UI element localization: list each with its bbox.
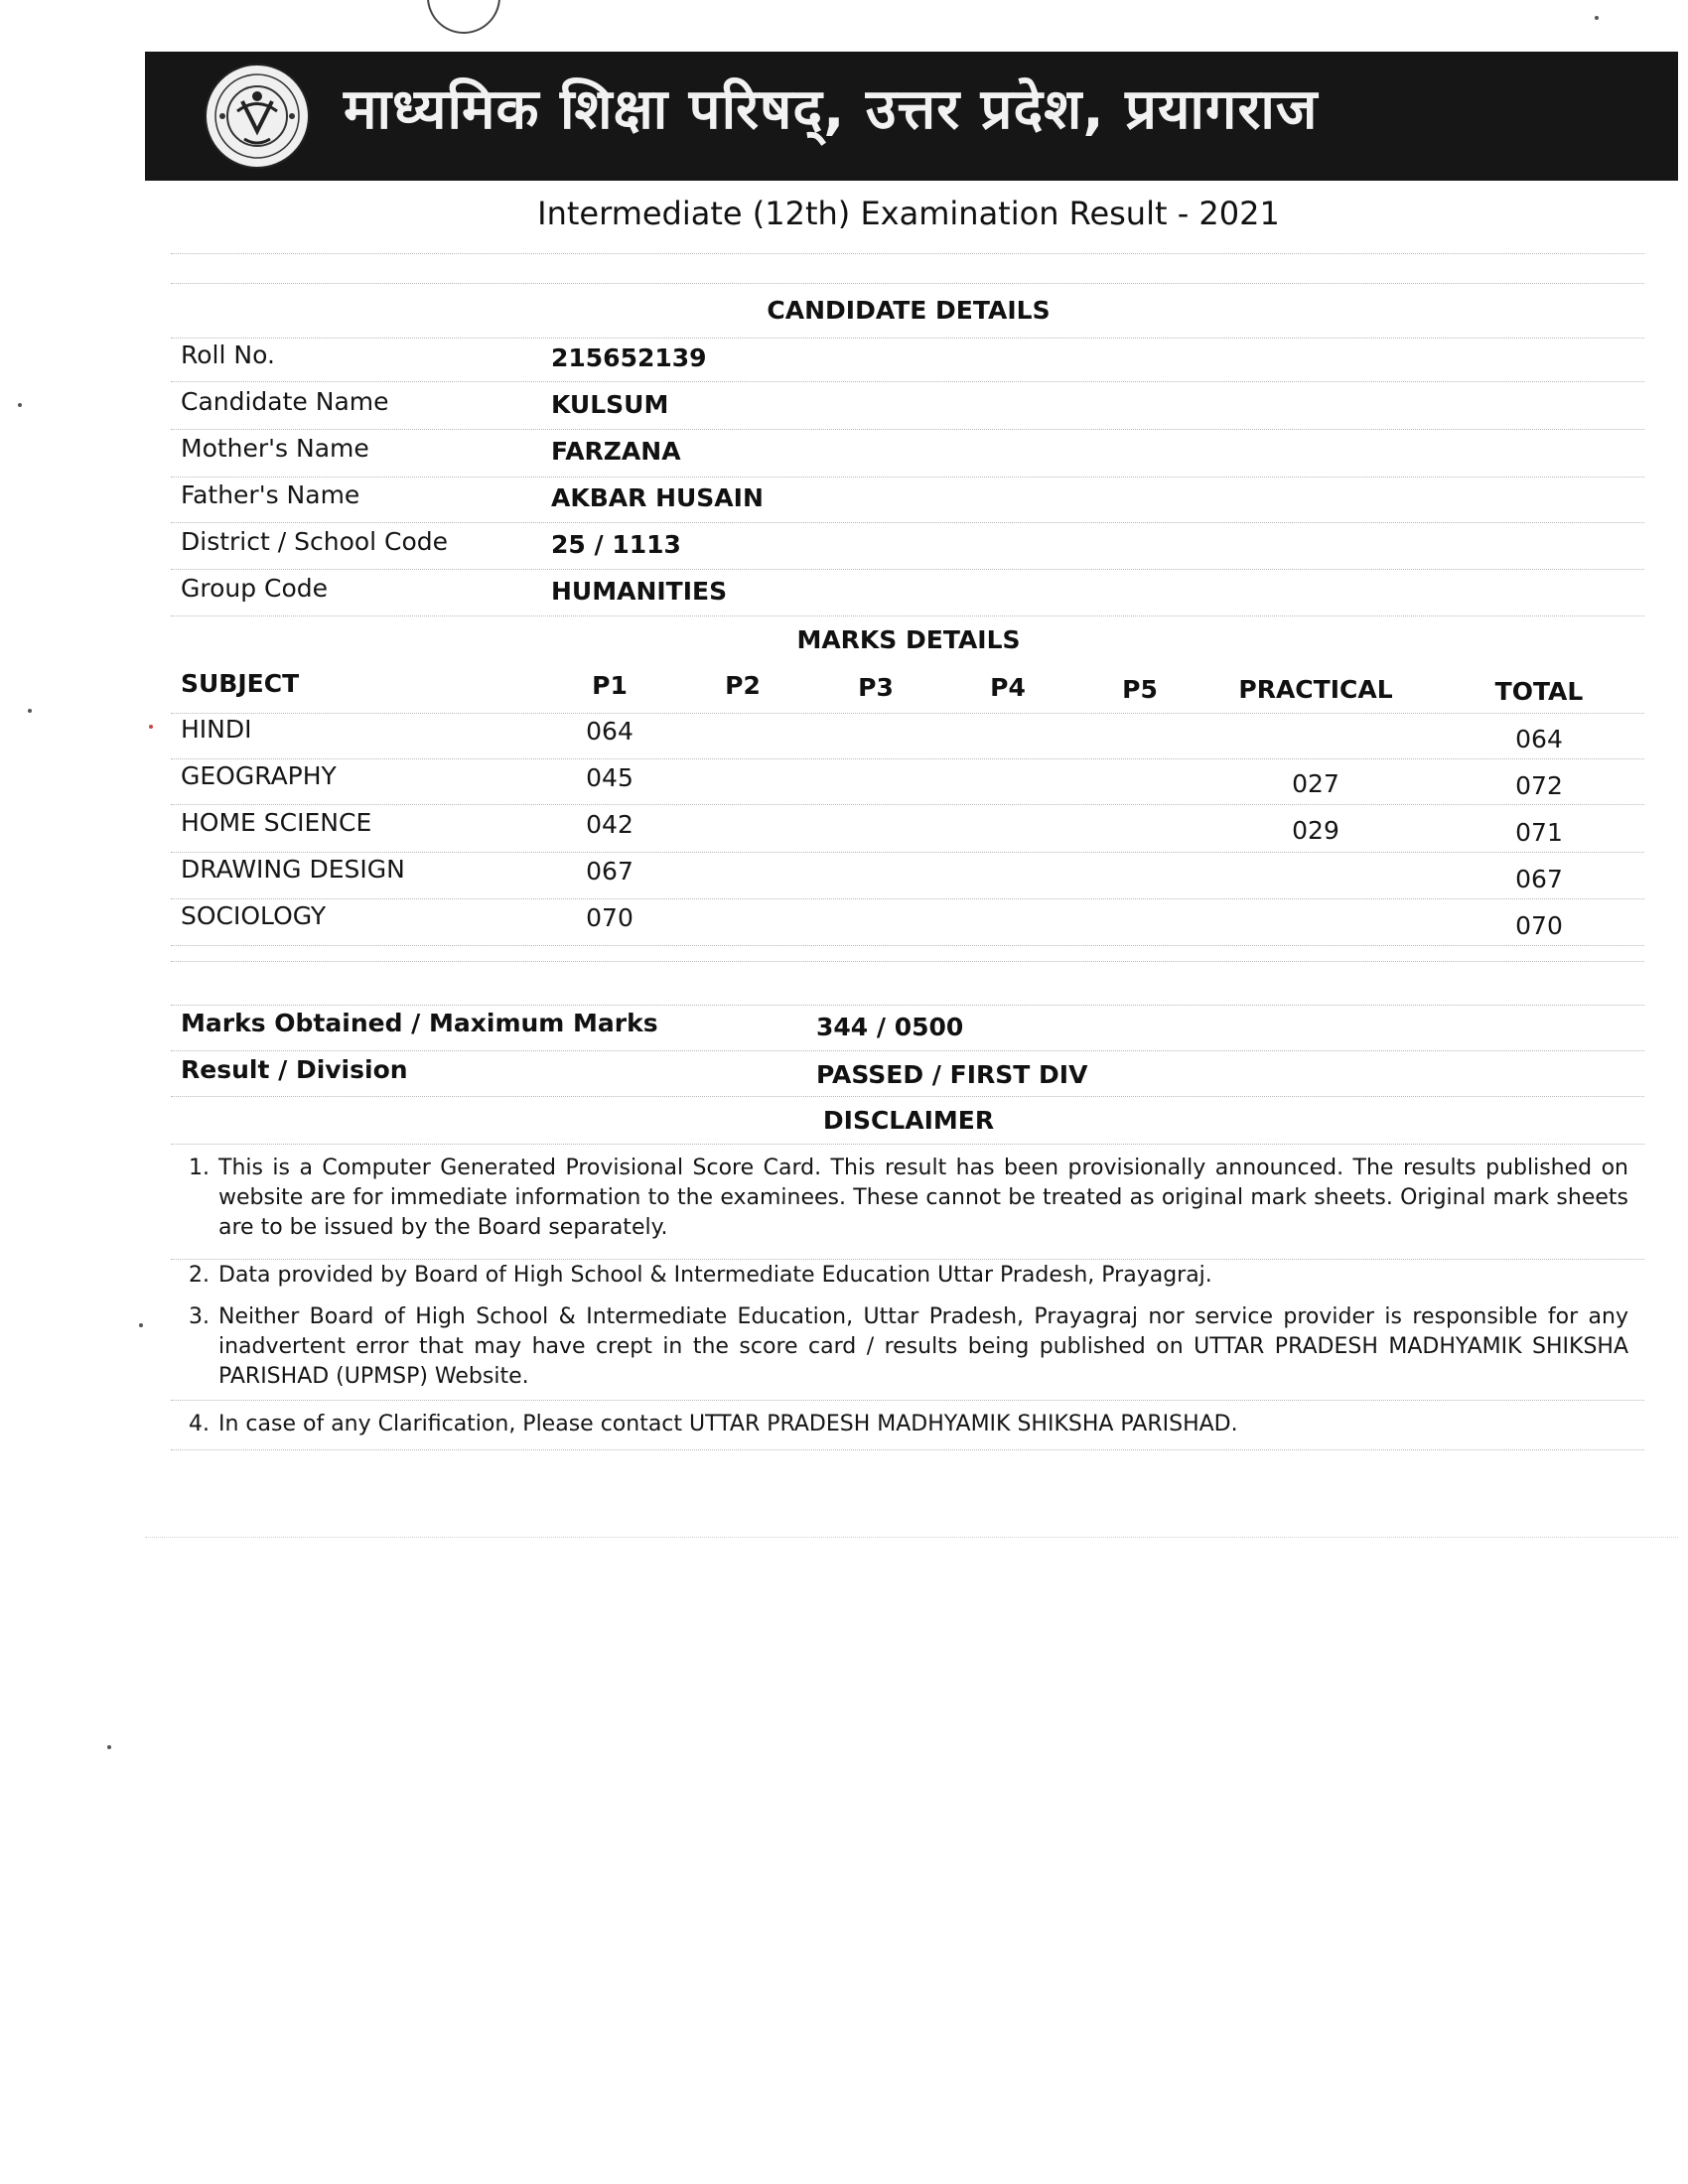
p1-mark: 070 bbox=[586, 903, 633, 932]
practical-mark: 027 bbox=[1292, 769, 1339, 798]
col-p3: P3 bbox=[858, 673, 894, 702]
divider bbox=[145, 1537, 1678, 1538]
header-title: माध्यमिक शिक्षा परिषद्, उत्तर प्रदेश, प्रयागराज bbox=[344, 77, 1319, 142]
subject-name: SOCIOLOGY bbox=[181, 901, 327, 930]
divider bbox=[171, 522, 1644, 523]
scan-speck bbox=[1595, 16, 1599, 20]
scan-artifact-arc bbox=[412, 0, 516, 49]
divider bbox=[171, 253, 1644, 254]
divider bbox=[171, 1259, 1644, 1260]
total-mark: 067 bbox=[1515, 865, 1563, 893]
divider bbox=[171, 429, 1644, 430]
disclaimer-number: 4. bbox=[189, 1412, 210, 1436]
divider bbox=[171, 758, 1644, 759]
disclaimer-number: 2. bbox=[189, 1263, 210, 1288]
disclaimer-item bbox=[189, 1154, 1628, 1243]
divider bbox=[171, 1005, 1644, 1006]
marks-details-heading: MARKS DETAILS bbox=[796, 625, 1021, 654]
subject-name: HOME SCIENCE bbox=[181, 808, 372, 837]
total-mark: 072 bbox=[1515, 771, 1563, 800]
up-government-emblem-icon bbox=[203, 62, 312, 171]
col-p4: P4 bbox=[990, 673, 1026, 702]
subject-name: GEOGRAPHY bbox=[181, 761, 337, 790]
p1-mark: 067 bbox=[586, 857, 633, 886]
mother-name-value: FARZANA bbox=[551, 437, 681, 466]
p1-mark: 064 bbox=[586, 717, 633, 746]
disclaimer-item bbox=[189, 1410, 1628, 1439]
divider bbox=[171, 713, 1644, 714]
col-p1: P1 bbox=[592, 671, 628, 700]
total-mark: 064 bbox=[1515, 725, 1563, 753]
p1-mark: 042 bbox=[586, 810, 633, 839]
divider bbox=[171, 898, 1644, 899]
marks-obtained-value: 344 / 0500 bbox=[816, 1013, 964, 1041]
divider bbox=[171, 1096, 1644, 1097]
group-code-value: HUMANITIES bbox=[551, 577, 728, 606]
marks-obtained-label: Marks Obtained / Maximum Marks bbox=[181, 1009, 658, 1037]
p1-mark: 045 bbox=[586, 763, 633, 792]
divider bbox=[171, 338, 1644, 339]
mother-name-label: Mother's Name bbox=[181, 434, 369, 463]
result-division-value: PASSED / FIRST DIV bbox=[816, 1060, 1088, 1089]
col-subject: SUBJECT bbox=[181, 669, 300, 698]
scan-speck bbox=[139, 1323, 143, 1327]
col-practical: PRACTICAL bbox=[1238, 675, 1393, 704]
divider bbox=[171, 961, 1644, 962]
candidate-name-label: Candidate Name bbox=[181, 387, 389, 416]
result-division-label: Result / Division bbox=[181, 1055, 408, 1084]
district-school-code-label: District / School Code bbox=[181, 527, 449, 556]
disclaimer-text: Neither Board of High School & Intermediate Education, Uttar Pradesh, Prayagraj nor service provider is responsible for any inadvertent error that may have crept in the score card / results being published on UTTAR PRADESH MADHYAMIK SHIKSHA PARISHAD (UPMSP) Website. bbox=[218, 1304, 1628, 1389]
divider bbox=[171, 569, 1644, 570]
divider bbox=[171, 283, 1644, 284]
divider bbox=[171, 804, 1644, 805]
disclaimer-item bbox=[189, 1302, 1628, 1392]
disclaimer-text: In case of any Clarification, Please contact UTTAR PRADESH MADHYAMIK SHIKSHA PARISHAD. bbox=[218, 1412, 1238, 1436]
divider bbox=[171, 615, 1644, 616]
father-name-value: AKBAR HUSAIN bbox=[551, 483, 764, 512]
divider bbox=[171, 1144, 1644, 1145]
roll-no-value: 215652139 bbox=[551, 343, 707, 372]
total-mark: 070 bbox=[1515, 911, 1563, 940]
divider bbox=[171, 477, 1644, 478]
divider bbox=[171, 945, 1644, 946]
disclaimer-text: This is a Computer Generated Provisional Score Card. This result has been provisionally announced. The results published on website are for immediate information to the examinees. These cannot be treated as original mark sheets. Original mark sheets are to be issued by the Board separately. bbox=[218, 1156, 1628, 1240]
group-code-label: Group Code bbox=[181, 574, 329, 603]
candidate-name-value: KULSUM bbox=[551, 390, 669, 419]
disclaimer-heading: DISCLAIMER bbox=[822, 1106, 995, 1135]
col-p2: P2 bbox=[725, 671, 761, 700]
scan-speck bbox=[149, 725, 153, 729]
district-school-code-value: 25 / 1113 bbox=[551, 530, 681, 559]
header-band bbox=[145, 52, 1678, 181]
disclaimer-number: 1. bbox=[189, 1156, 210, 1180]
father-name-label: Father's Name bbox=[181, 480, 360, 509]
scan-speck bbox=[18, 403, 22, 407]
exam-title: Intermediate (12th) Examination Result - 2021 bbox=[537, 195, 1280, 232]
roll-no-label: Roll No. bbox=[181, 341, 275, 369]
divider bbox=[171, 381, 1644, 382]
divider bbox=[171, 852, 1644, 853]
divider bbox=[171, 1050, 1644, 1051]
disclaimer-text: Data provided by Board of High School & Intermediate Education Uttar Pradesh, Prayagraj. bbox=[218, 1263, 1212, 1288]
subject-name: HINDI bbox=[181, 715, 252, 744]
col-total: TOTAL bbox=[1494, 677, 1584, 706]
col-p5: P5 bbox=[1122, 675, 1158, 704]
divider bbox=[171, 1449, 1644, 1450]
scan-speck bbox=[28, 709, 32, 713]
candidate-details-heading: CANDIDATE DETAILS bbox=[767, 296, 1051, 325]
disclaimer-number: 3. bbox=[189, 1304, 210, 1329]
disclaimer-item bbox=[189, 1261, 1628, 1291]
total-mark: 071 bbox=[1515, 818, 1563, 847]
scan-speck bbox=[107, 1745, 111, 1749]
practical-mark: 029 bbox=[1292, 816, 1339, 845]
divider bbox=[171, 1400, 1644, 1401]
subject-name: DRAWING DESIGN bbox=[181, 855, 405, 884]
